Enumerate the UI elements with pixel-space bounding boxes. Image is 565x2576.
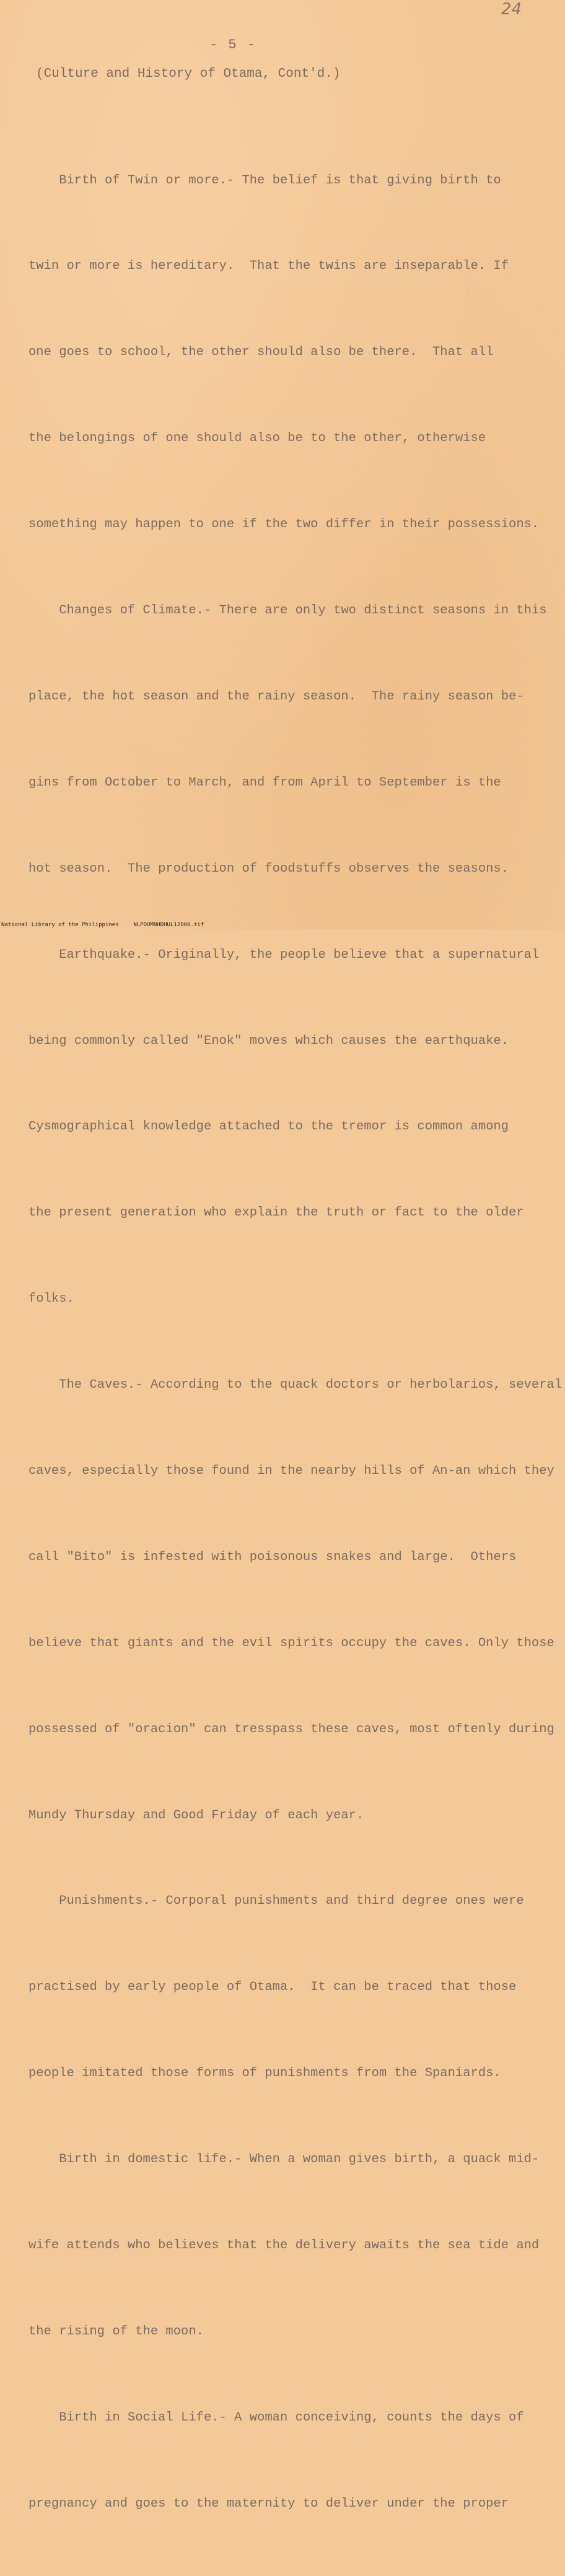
section-heading: (Culture and History of Otama, Cont'd.) [36, 67, 341, 81]
text-line: wife attends who believes that the delivery awaits the sea tide and [28, 2238, 540, 2253]
text-line: one goes to school, the other should also be there. That all [28, 345, 494, 360]
text-line: Cysmographical knowledge attached to the tremor is common among [28, 1119, 509, 1134]
text-line: call "Bito" is infested with poisonous snakes and large. Others [28, 1549, 517, 1564]
footer-filename: NLPOOMNHDHUL12006.tif [133, 922, 204, 928]
text-line: The Caves.- According to the quack doctors or herbolarios, several [28, 1378, 563, 1393]
body-text [28, 109, 563, 2576]
text-line: Punishments.- Corporal punishments and third degree ones were [28, 1894, 524, 1909]
text-line: the rising of the moon. [28, 2324, 204, 2339]
text-line: practised by early people of Otama. It can be traced that those [28, 1980, 517, 1995]
text-line: Earthquake.- Originally, the people believe that a supernatural [28, 947, 540, 962]
text-line: pregnancy and goes to the maternity to deliver under the proper [28, 2496, 509, 2511]
scan-footer [0, 921, 565, 929]
text-line: folks. [28, 1292, 74, 1307]
text-line: Birth in Social Life.- A woman conceiving, counts the days of [28, 2410, 524, 2425]
text-line: Birth in domestic life.- When a woman gives birth, a quack mid- [28, 2152, 540, 2167]
text-line: gins from October to March, and from April to September is the [28, 775, 501, 790]
text-line: caves, especially those found in the nearby hills of An-an which they [28, 1463, 554, 1478]
text-line: place, the hot season and the rainy season. The rainy season be- [28, 689, 524, 704]
page-number: - 5 - [209, 37, 257, 53]
text-line: being commonly called "Enok" moves which causes the earthquake. [28, 1033, 509, 1048]
text-line: Mundy Thursday and Good Friday of each year. [28, 1808, 364, 1823]
text-line: people imitated those forms of punishments from the Spaniards. [28, 2066, 501, 2081]
text-line: Birth of Twin or more.- The belief is that giving birth to [28, 173, 501, 188]
text-line: believe that giants and the evil spirits occupy the caves. Only those [28, 1636, 554, 1650]
text-line: the belongings of one should also be to the other, otherwise [28, 431, 486, 446]
footer-institution: National Library of the Philippines [1, 922, 119, 928]
text-line: something may happen to one if the two differ in their possessions. [28, 517, 540, 532]
text-line: Changes of Climate.- There are only two distinct seasons in this [28, 603, 547, 618]
text-line: hot season. The production of foodstuffs observes the seasons. [28, 861, 509, 876]
text-line: possessed of "oracion" can tresspass these caves, most oftenly during [28, 1722, 554, 1737]
text-line: twin or more is hereditary. That the twins are inseparable. If [28, 259, 509, 274]
folio-number: 24 [501, 0, 522, 19]
text-line: the present generation who explain the truth or fact to the older [28, 1206, 524, 1220]
